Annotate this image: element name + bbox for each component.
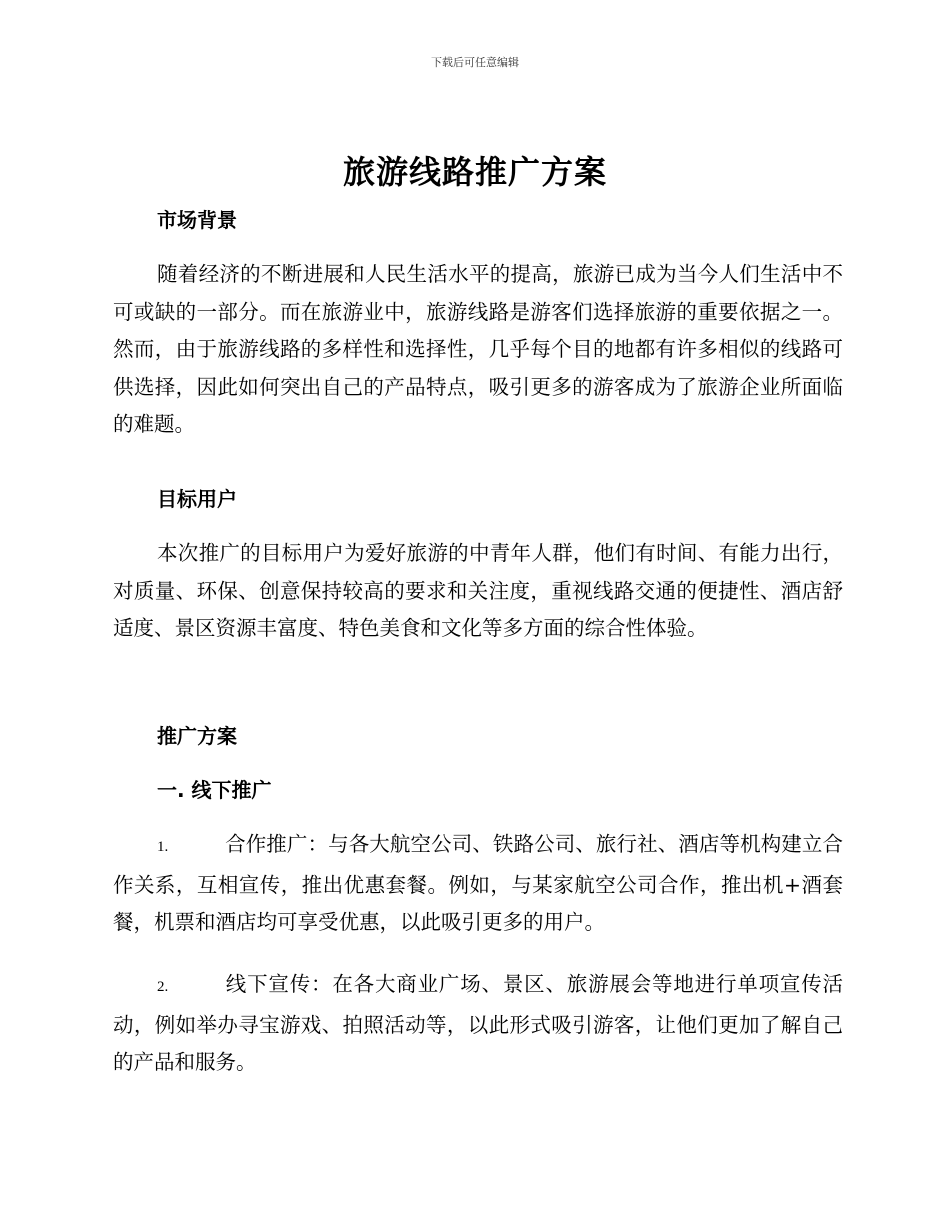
- heading-promotion-plan: 推广方案: [157, 724, 237, 748]
- list-item-text: 线下宣传：在各大商业广场、景区、旅游展会等地进行单项宣传活动，例如举办寻宝游戏、拍照活动等，以此形式吸引游客，让他们更加了解自己的产品和服务。: [113, 972, 843, 1074]
- list-item-number: 2.: [157, 979, 169, 995]
- list-item-cooperation: [113, 826, 843, 942]
- list-item-number: 1.: [157, 839, 169, 855]
- document-title: 旅游线路推广方案: [342, 153, 607, 191]
- subheading-offline-promotion: 一. 线下推广: [157, 778, 272, 802]
- paragraph-target-users: 本次推广的目标用户为爱好旅游的中青年人群，他们有时间、有能力出行，对质量、环保、创意保持较高的要求和关注度，重视线路交通的便捷性、酒店舒适度、景区资源丰富度、特色美食和文化等多方面的综合性体验。: [113, 541, 843, 640]
- list-item-text: 合作推广：与各大航空公司、铁路公司、旅行社、酒店等机构建立合作关系，互相宣传，推出优惠套餐。例如，与某家航空公司合作，推出机+酒套餐，机票和酒店均可享受优惠，以此吸引更多的用户。: [113, 832, 843, 934]
- header-note: 下载后可任意编辑: [431, 56, 519, 69]
- paragraph-market-background: 随着经济的不断进展和人民生活水平的提高，旅游已成为当今人们生活中不可或缺的一部分。而在旅游业中，旅游线路是游客们选择旅游的重要依据之一。然而，由于旅游线路的多样性和选择性，几乎每个目的地都有许多相似的线路可供选择，因此如何突出自己的产品特点，吸引更多的游客成为了旅游企业所面临的难题。: [113, 262, 843, 436]
- heading-target-users: 目标用户: [157, 487, 237, 511]
- heading-market-background: 市场背景: [157, 208, 237, 232]
- list-item-offline-publicity: [113, 966, 843, 1082]
